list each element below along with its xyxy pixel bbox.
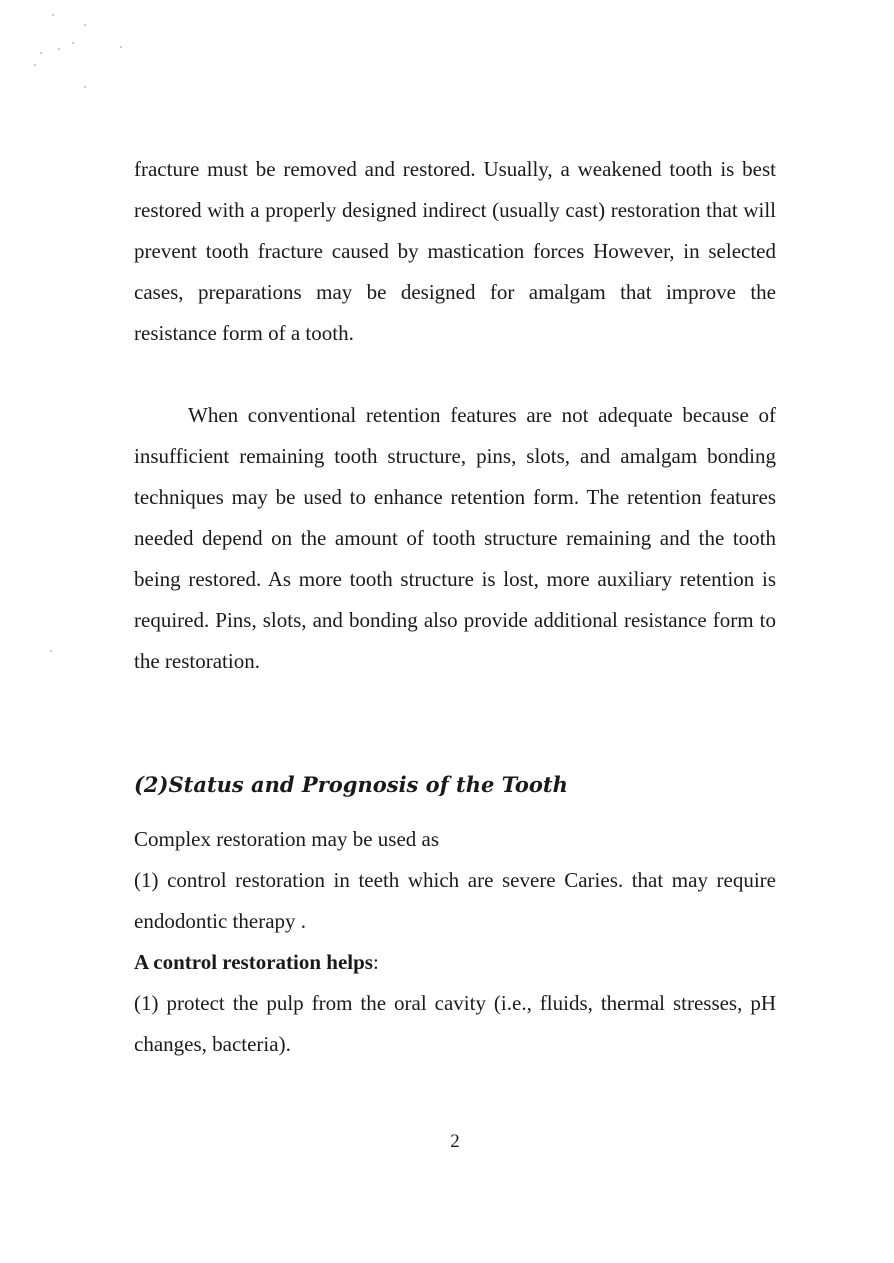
section-heading-text: (2)Status and Prognosis of the Tooth bbox=[134, 772, 568, 797]
list-item-1: (1) control restoration in teeth which are severe Caries. that may require endodontic therapy . bbox=[134, 868, 776, 933]
paragraph-1-text: fracture must be removed and restored. Usually, a weakened tooth is best restored with a properly designed indirect (usually cast) restoration that will prevent tooth fracture caused by mastication forces However, in selected cases, preparations may be designed for amalgam that improve the resistance form of a tooth. bbox=[134, 157, 776, 345]
scan-speck bbox=[58, 48, 60, 50]
subheading-line bbox=[134, 942, 776, 983]
paragraph-1 bbox=[134, 149, 776, 354]
paragraph-2 bbox=[134, 395, 776, 682]
scan-speck bbox=[40, 52, 42, 54]
list-item-2: (1) protect the pulp from the oral cavity (i.e., fluids, thermal stresses, pH changes, bacteria). bbox=[134, 991, 776, 1056]
scan-speck bbox=[72, 42, 74, 44]
scan-speck bbox=[120, 46, 122, 48]
section-body bbox=[134, 819, 776, 1065]
scan-speck bbox=[52, 14, 54, 16]
page-number: 2 bbox=[450, 1131, 460, 1152]
scan-speck bbox=[50, 650, 52, 652]
scan-speck bbox=[84, 24, 86, 26]
scan-speck bbox=[84, 86, 86, 88]
section-heading bbox=[134, 770, 776, 800]
subheading-bold: A control restoration helps bbox=[134, 950, 373, 974]
paragraph-2-text: When conventional retention features are not adequate because of insufficient remaining tooth structure, pins, slots, and amalgam bonding techniques may be used to enhance retention form. The retention features needed depend on the amount of tooth structure remaining and the tooth being restored. As more tooth structure is lost, more auxiliary retention is required. Pins, slots, and bonding also provide additional resistance form to the restoration. bbox=[134, 403, 776, 673]
scan-speck bbox=[34, 64, 36, 66]
subheading-colon: : bbox=[372, 950, 379, 974]
intro-line: Complex restoration may be used as bbox=[134, 827, 440, 851]
